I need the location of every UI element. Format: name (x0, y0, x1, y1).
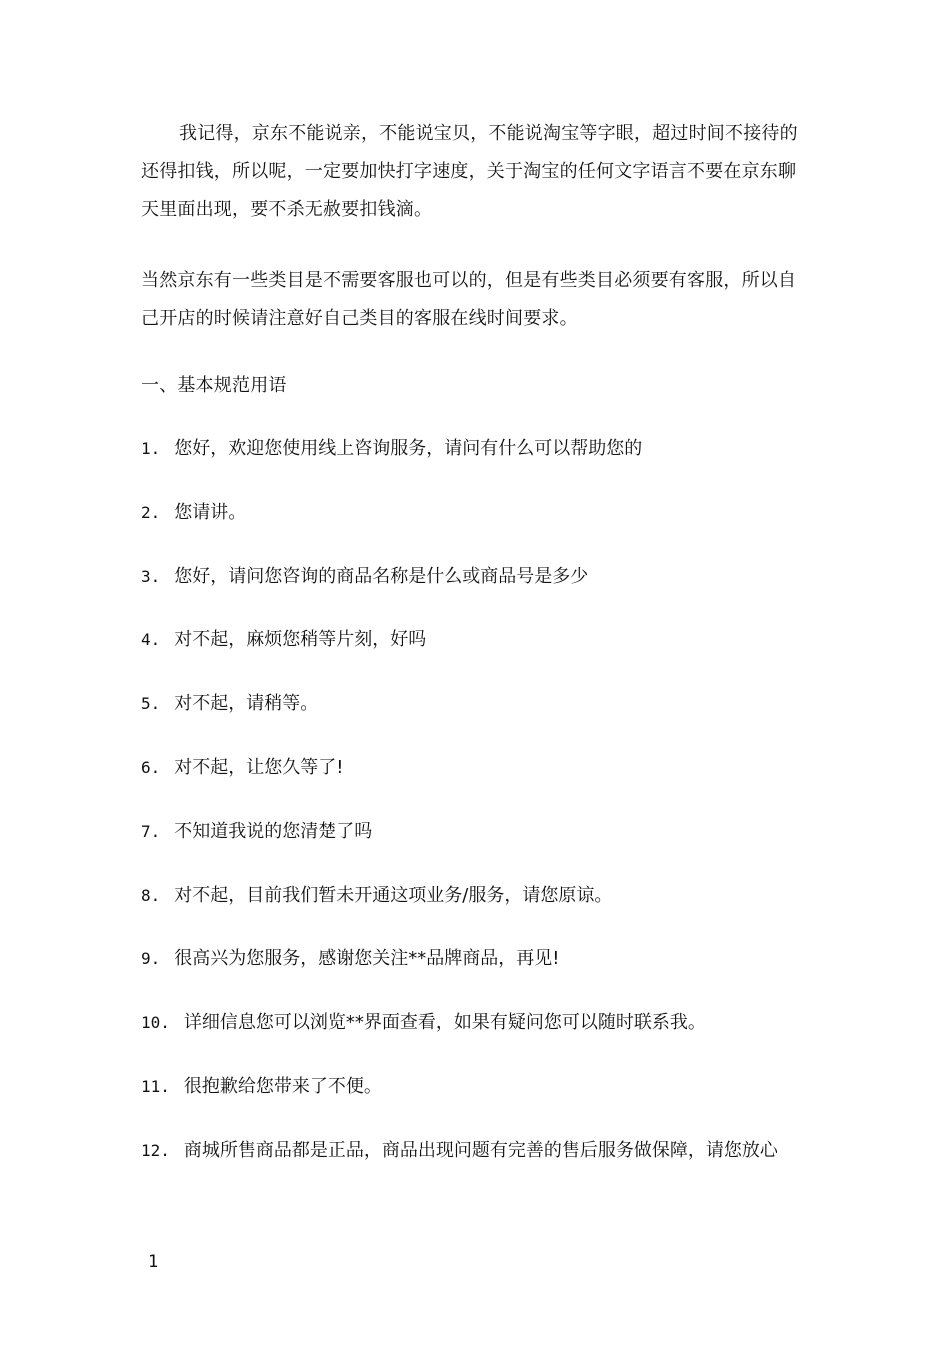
list-item-text: 您好，请问您咨询的商品名称是什么或商品号是多少 (174, 566, 589, 587)
list-item-number: 8. (141, 886, 161, 905)
list-item-number: 2. (141, 503, 161, 522)
list-item (141, 558, 801, 596)
list-item (141, 430, 801, 468)
category-paragraph: 当然京东有一些类目是不需要客服也可以的，但是有些类目必须要有客服，所以自己开店的时候请注意好自己类目的客服在线时间要求。 (141, 270, 797, 329)
list-item-text: 对不起，麻烦您稍等片刻，好吗 (174, 629, 427, 650)
list-item-text: 您请讲。 (174, 502, 247, 523)
list-item (141, 494, 801, 532)
list-item (141, 940, 801, 978)
list-item-number: 1. (141, 439, 161, 458)
list-item (141, 621, 801, 659)
list-item-text: 很高兴为您服务，感谢您关注**品牌商品，再见! (174, 948, 560, 969)
list-item-text: 对不起，请稍等。 (174, 693, 319, 714)
intro-paragraph: 我记得，京东不能说亲，不能说宝贝，不能说淘宝等字眼，超过时间不接待的还得扣钱，所以呢，一定要加快打字速度，关于淘宝的任何文字语言不要在京东聊天里面出现，要不杀无赦要扣钱滴。 (141, 123, 798, 220)
list-item-text: 对不起，让您久等了! (174, 757, 344, 778)
list-item-number: 6. (141, 758, 161, 777)
section-heading: 一、基本规范用语 (141, 375, 287, 396)
list-item (141, 1132, 801, 1170)
list-item-number: 12. (141, 1141, 170, 1160)
list-item-number: 9. (141, 949, 161, 968)
list-item-text: 详细信息您可以浏览**界面查看，如果有疑问您可以随时联系我。 (183, 1012, 706, 1033)
list-item-text: 您好，欢迎您使用线上咨询服务，请问有什么可以帮助您的 (174, 438, 643, 459)
list-item (141, 877, 801, 915)
list-item (141, 813, 801, 851)
page-number: 1 (148, 1252, 159, 1272)
list-item (141, 1068, 801, 1106)
list-item-number: 10. (141, 1013, 170, 1032)
list-item-number: 4. (141, 630, 161, 649)
list-item (141, 1004, 801, 1042)
list-item-number: 5. (141, 694, 161, 713)
list-item (141, 749, 801, 787)
list-item (141, 685, 801, 723)
list-item-text: 不知道我说的您清楚了吗 (174, 821, 373, 842)
list-item-text: 很抱歉给您带来了不便。 (183, 1076, 382, 1097)
list-item-number: 3. (141, 567, 161, 586)
list-item-number: 7. (141, 822, 161, 841)
list-item-text: 对不起，目前我们暂未开通这项业务/服务，请您原谅。 (174, 885, 613, 906)
list-item-number: 11. (141, 1077, 170, 1096)
list-item-text: 商城所售商品都是正品，商品出现问题有完善的售后服务做保障，请您放心 (183, 1140, 778, 1161)
